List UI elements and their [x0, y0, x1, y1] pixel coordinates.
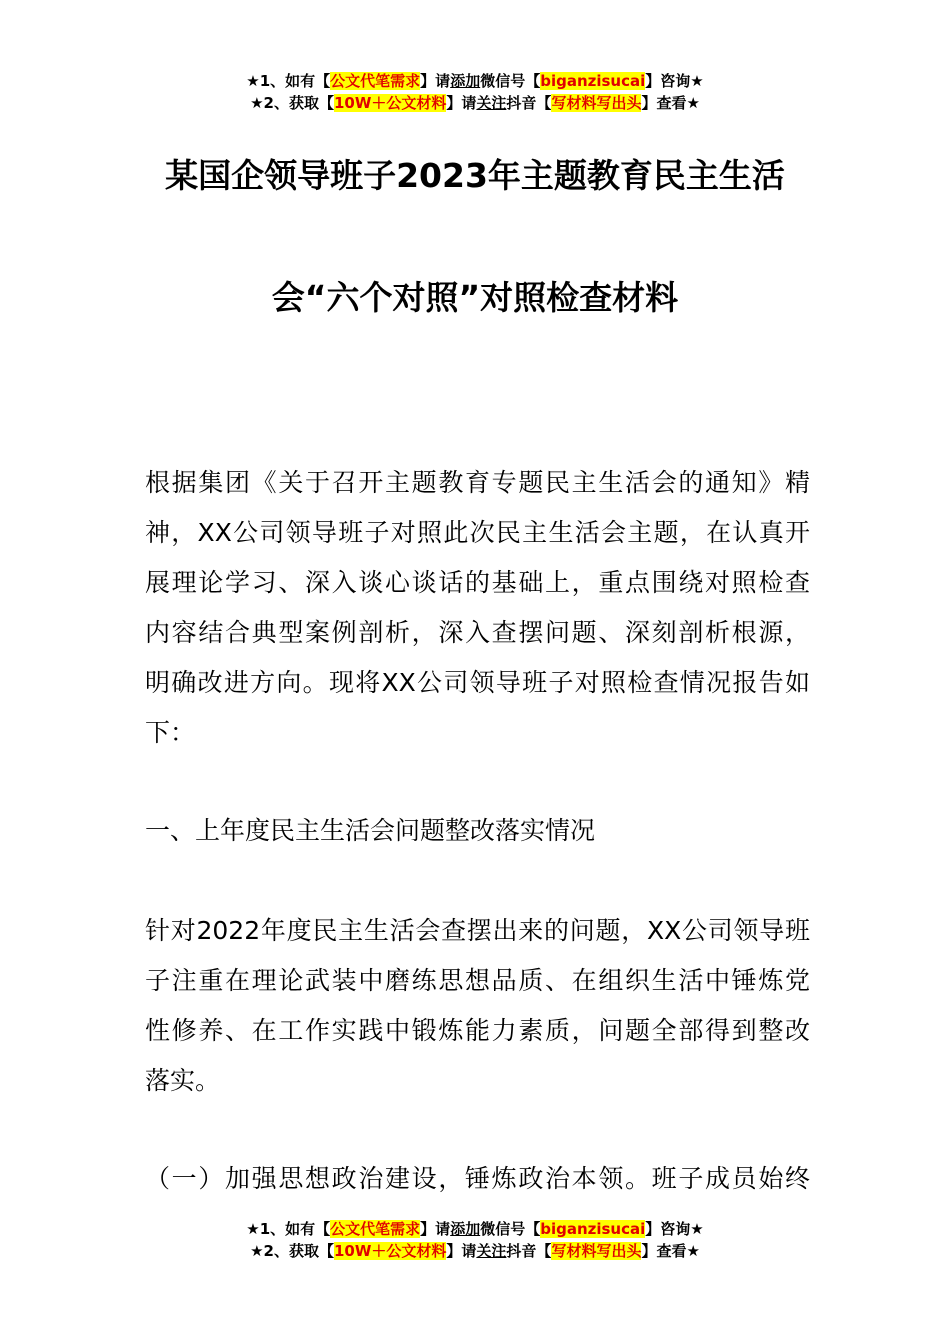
- intro-paragraph: [145, 458, 810, 758]
- banner-line-1: [0, 70, 950, 92]
- document-title-line-2: 会“六个对照”对照检查材料: [271, 278, 679, 317]
- paragraph-line: 根据集团《关于召开主题教育专题民主生活会的通知》精: [145, 468, 810, 497]
- banner-text: 抖音【: [506, 1242, 552, 1260]
- banner-text: ★2、获取【: [250, 94, 334, 112]
- banner-text: 抖音【: [506, 94, 552, 112]
- paragraph-line: 明确改进方向。现将XX公司领导班子对照检查情况报告如: [145, 668, 810, 697]
- banner-text: 】请: [420, 72, 451, 90]
- banner-text: 】查看★: [641, 94, 700, 112]
- paragraph-line: 神，XX公司领导班子对照此次民主生活会主题，在认真开: [145, 518, 810, 547]
- banner-text: 】请: [420, 1220, 451, 1238]
- section-heading-text: 一、上年度民主生活会问题整改落实情况: [145, 816, 596, 845]
- banner-underline: 添加: [450, 1220, 481, 1238]
- banner-highlight: 写材料写出头: [551, 1242, 642, 1260]
- paragraph-line: （一）加强思想政治建设，锤炼政治本领。班子成员始终: [145, 1164, 810, 1193]
- section-heading: [145, 806, 810, 856]
- paragraph-line: 展理论学习、深入谈心谈话的基础上，重点围绕对照检查: [145, 568, 810, 597]
- banner-highlight: 10W＋公文材料: [333, 94, 447, 112]
- subsection-paragraph: [145, 1154, 810, 1204]
- paragraph-line: 性修养、在工作实践中锻炼能力素质，问题全部得到整改: [145, 1016, 810, 1045]
- banner-highlight: 写材料写出头: [551, 94, 642, 112]
- banner-line-2: [0, 1240, 950, 1262]
- banner-text: 】咨询★: [645, 72, 704, 90]
- banner-underline: 关注: [476, 94, 507, 112]
- banner-underline: 关注: [476, 1242, 507, 1260]
- banner-line-1: [0, 1218, 950, 1240]
- banner-text: ★1、如有【: [246, 1220, 331, 1238]
- document-title-line-1: 某国企领导班子2023年主题教育民主生活: [165, 156, 785, 195]
- banner-text: 】咨询★: [645, 1220, 704, 1238]
- paragraph-line: 子注重在理论武装中磨练思想品质、在组织生活中锤炼党: [145, 966, 810, 995]
- banner-text: 】请: [446, 1242, 477, 1260]
- banner-text: ★1、如有【: [246, 72, 331, 90]
- top-banner: [0, 70, 950, 114]
- paragraph-line: 落实。: [145, 1066, 221, 1095]
- banner-text: ★2、获取【: [250, 1242, 334, 1260]
- banner-highlight: biganzisucai: [540, 72, 646, 90]
- banner-highlight: 公文代笔需求: [330, 1220, 421, 1238]
- section-paragraph: [145, 906, 810, 1106]
- banner-highlight: biganzisucai: [540, 1220, 646, 1238]
- banner-highlight: 公文代笔需求: [330, 72, 421, 90]
- banner-line-2: [0, 92, 950, 114]
- banner-highlight: 10W＋公文材料: [333, 1242, 447, 1260]
- paragraph-line: 针对2022年度民主生活会查摆出来的问题，XX公司领导班: [145, 916, 810, 945]
- banner-text: 微信号【: [480, 1220, 541, 1238]
- banner-text: 】请: [446, 94, 477, 112]
- paragraph-line: 下：: [145, 718, 196, 747]
- banner-text: 微信号【: [480, 72, 541, 90]
- paragraph-line: 内容结合典型案例剖析，深入查摆问题、深刻剖析根源，: [145, 618, 810, 647]
- banner-underline: 添加: [450, 72, 481, 90]
- banner-text: 】查看★: [641, 1242, 700, 1260]
- bottom-banner: [0, 1218, 950, 1262]
